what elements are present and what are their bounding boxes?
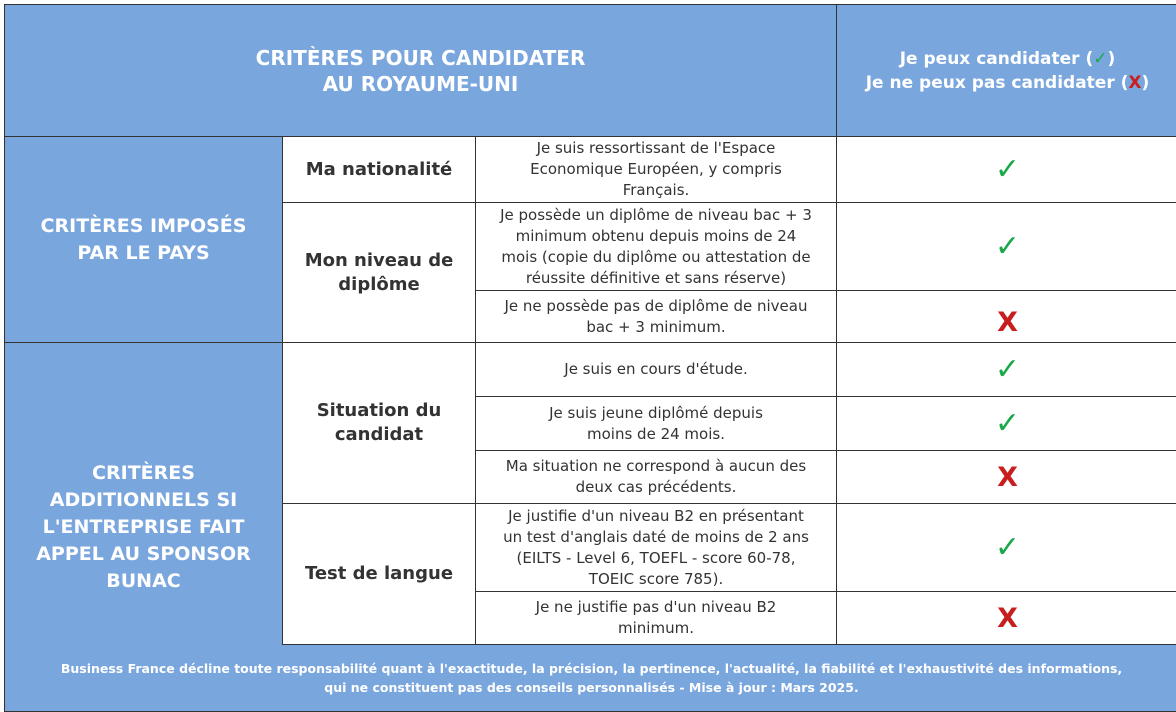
- category-sponsor-line-4: APPEL AU SPONSOR: [36, 542, 251, 565]
- check-icon: ✓: [1093, 48, 1108, 69]
- description-language-no: [476, 592, 836, 644]
- legend-can-apply-close: ): [1107, 48, 1116, 69]
- cross-icon: X: [1128, 72, 1142, 93]
- description-line: Je suis en cours d'étude.: [564, 360, 748, 378]
- criterion-diploma: [283, 203, 475, 342]
- disclaimer-line-1: Business France décline toute responsabilité quant à l'exactitude, la précision, la pertinence, l'actualité, la fiabilité et l'exhaustivité des informations,: [60, 661, 1123, 676]
- check-icon: ✓: [994, 529, 1021, 565]
- description-line: minimum obtenu depuis moins de 24: [515, 226, 797, 245]
- criterion-nationality-label: Ma nationalité: [305, 158, 453, 180]
- description-nationality: [476, 137, 836, 202]
- legend-can-apply-label: Je peux candidater (: [899, 48, 1094, 69]
- disclaimer-footer: [5, 645, 1176, 711]
- category-country-line-2: PAR LE PAYS: [77, 241, 210, 264]
- description-studying: [476, 343, 836, 396]
- title-line-1: CRITÈRES POUR CANDIDATER: [255, 45, 586, 70]
- description-language-yes: [476, 504, 836, 591]
- description-line: minimum.: [618, 619, 694, 637]
- check-icon: ✓: [994, 351, 1021, 387]
- category-sponsor-line-1: CRITÈRES: [92, 461, 195, 484]
- description-line: un test d'anglais daté de moins de 2 ans: [503, 527, 809, 546]
- check-icon: ✓: [994, 405, 1021, 441]
- cross-icon: X: [997, 461, 1018, 493]
- description-line: Je suis ressortissant de l'Espace: [536, 139, 776, 157]
- legend-cannot-apply-close: ): [1141, 72, 1150, 93]
- description-line: Je ne justifie pas d'un niveau B2: [535, 598, 777, 616]
- criterion-situation-line-1: Situation du: [316, 400, 442, 421]
- criteria-table: [4, 4, 1176, 712]
- mark-cell-diploma-yes: [837, 203, 1176, 290]
- title-line-2: AU ROYAUME-UNI: [322, 71, 519, 96]
- criterion-language: [283, 504, 475, 644]
- mark-cell-graduate: [837, 397, 1176, 450]
- category-sponsor-line-3: L'ENTREPRISE FAIT: [42, 515, 245, 538]
- description-line: mois (copie du diplôme ou attestation de: [501, 247, 811, 266]
- category-sponsor-line-2: ADDITIONNELS SI: [49, 488, 238, 511]
- mark-cell-language-yes: [837, 504, 1176, 591]
- cross-icon: X: [997, 307, 1018, 338]
- description-line: réussite définitive et sans réserve): [525, 268, 787, 287]
- category-country-line-1: CRITÈRES IMPOSÉS: [40, 214, 247, 237]
- description-diploma-no: [476, 291, 836, 342]
- description-line: (EILTS - Level 6, TOEFL - score 60-78,: [516, 548, 796, 567]
- mark-cell-situation-no: [837, 451, 1176, 503]
- mark-cell-diploma-no: [837, 291, 1176, 342]
- description-line: Je ne possède pas de diplôme de niveau: [504, 296, 808, 315]
- legend-cannot-apply: [866, 71, 1150, 95]
- mark-cell-language-no: [837, 592, 1176, 644]
- criterion-diploma-line-2: diplôme: [338, 273, 420, 295]
- description-line: Je possède un diplôme de niveau bac + 3: [500, 205, 812, 224]
- legend-can-apply: [866, 47, 1150, 71]
- cross-icon: X: [997, 602, 1018, 634]
- description-situation-no: [476, 451, 836, 503]
- table-title: [5, 5, 836, 136]
- disclaimer-line-2: qui ne constituent pas des conseils personnalisés - Mise à jour : Mars 2025.: [324, 680, 859, 695]
- check-icon: ✓: [994, 151, 1021, 187]
- category-sponsor-line-5: BUNAC: [106, 569, 181, 592]
- criterion-situation-line-2: candidat: [334, 424, 424, 445]
- legend-header: [837, 5, 1176, 136]
- description-graduate: [476, 397, 836, 450]
- description-line: TOEIC score 785).: [588, 569, 724, 588]
- check-icon: ✓: [994, 228, 1021, 264]
- description-line: Je suis jeune diplômé depuis: [549, 403, 763, 422]
- description-diploma-yes: [476, 203, 836, 290]
- description-line: bac + 3 minimum.: [586, 317, 726, 336]
- description-line: Ma situation ne correspond à aucun des: [505, 457, 807, 475]
- category-country-criteria: [5, 137, 282, 342]
- criterion-nationality: [283, 137, 475, 202]
- criterion-situation: [283, 343, 475, 503]
- description-line: Je justifie d'un niveau B2 en présentant: [508, 506, 804, 525]
- description-line: moins de 24 mois.: [587, 424, 725, 443]
- criterion-diploma-line-1: Mon niveau de: [304, 249, 454, 271]
- mark-cell-studying: [837, 343, 1176, 396]
- description-line: Français.: [622, 181, 690, 199]
- mark-cell-nationality: [837, 137, 1176, 202]
- legend-cannot-apply-label: Je ne peux pas candidater (: [865, 72, 1129, 93]
- criterion-language-label: Test de langue: [304, 563, 454, 584]
- description-line: Economique Européen, y compris: [530, 160, 782, 178]
- description-line: deux cas précédents.: [575, 478, 737, 496]
